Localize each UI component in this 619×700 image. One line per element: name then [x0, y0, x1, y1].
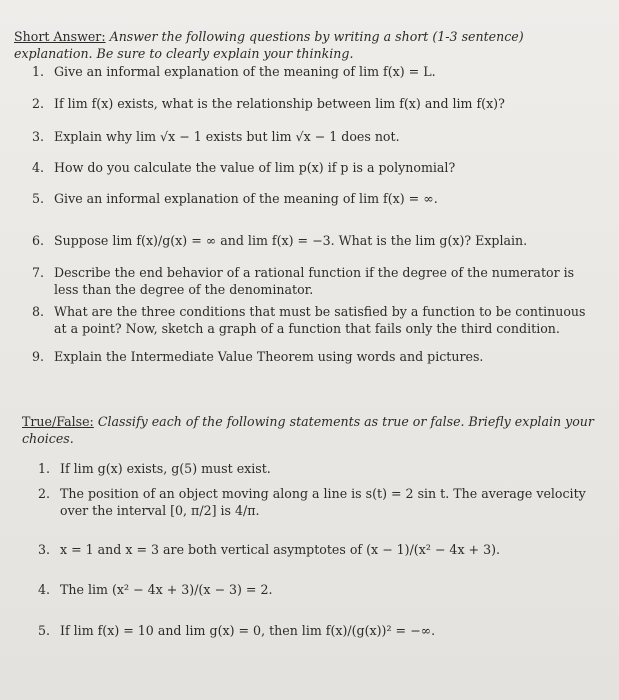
true-false-instructions: Classify each of the following statements as true or false. Briefly explain your choices. [22, 414, 594, 446]
sa-item-4: 4. How do you calculate the value of lim p(x) if p is a polynomial? [32, 160, 456, 175]
sa-item-7: 7. Describe the end behavior of a rational function if the degree of the numerator is less than the degree of the denominator. [32, 265, 575, 297]
sa-item-3: 3. Explain why lim √x − 1 exists but lim √x − 1 does not. [32, 129, 400, 144]
tf-item-2: 2. The position of an object moving along a line is s(t) = 2 sin t. The average velocity over the interval [0, π/2] is 4/π. [38, 486, 586, 518]
true-false-heading: True/False: [22, 414, 94, 429]
sa-item-8: 8. What are the three conditions that must be satisfied by a function to be continuous at a point? Now, sketch a graph of a function that fails only the third condition. [32, 304, 586, 336]
tf-item-5: 5. If lim f(x) = 10 and lim g(x) = 0, then lim f(x)/(g(x))² = −∞. [38, 623, 436, 638]
short-answer-heading: Short Answer: [14, 29, 106, 44]
tf-item-1: 1. If lim g(x) exists, g(5) must exist. [38, 461, 271, 476]
sa-item-2: 2. If lim f(x) exists, what is the relationship between lim f(x) and lim f(x)? [32, 96, 505, 111]
true-false-intro [22, 413, 597, 447]
tf-item-3: 3. x = 1 and x = 3 are both vertical asymptotes of (x − 1)/(x² − 4x + 3). [38, 542, 501, 557]
short-answer-intro [14, 28, 599, 62]
tf-item-4: 4. The lim (x² − 4x + 3)/(x − 3) = 2. [38, 582, 273, 597]
sa-item-6: 6. Suppose lim f(x)/g(x) = ∞ and lim f(x) = −3. What is the lim g(x)? Explain. [32, 233, 528, 248]
sa-item-1: 1. Give an informal explanation of the meaning of lim f(x) = L. [32, 64, 436, 79]
sa-item-9: 9. Explain the Intermediate Value Theorem using words and pictures. [32, 349, 484, 364]
sa-item-5: 5. Give an informal explanation of the meaning of lim f(x) = ∞. [32, 191, 438, 206]
short-answer-instructions: Answer the following questions by writing a short (1-3 sentence) explanation. Be sure to clearly explain your thinking. [14, 29, 524, 61]
